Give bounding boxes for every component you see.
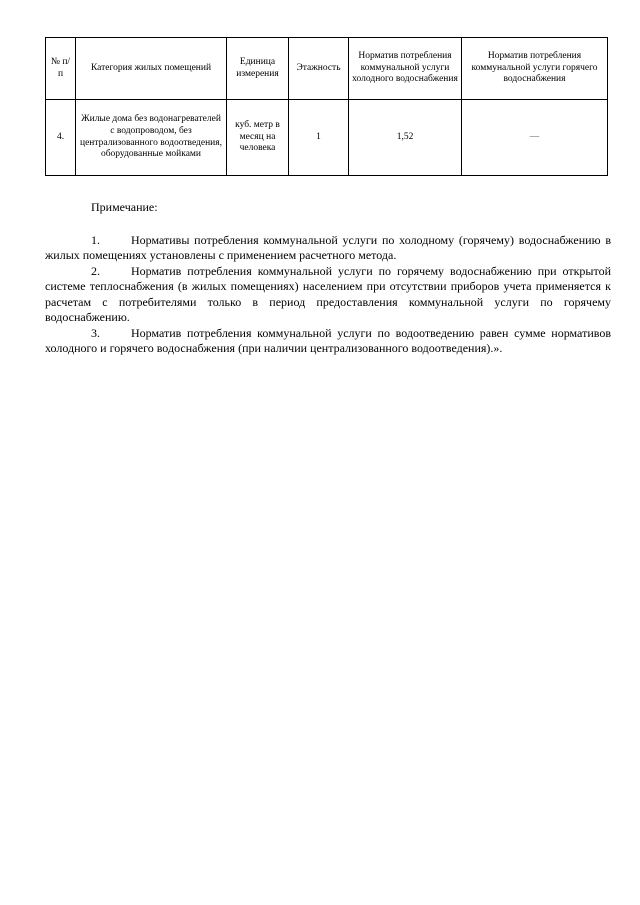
note-number: 2.	[91, 263, 100, 278]
table-row	[46, 100, 608, 176]
note-item	[45, 233, 611, 264]
cell-cold-water: 1,52	[349, 100, 462, 176]
header-hot-water: Норматив потребления коммунальной услуги горячего водоснабжения	[462, 38, 608, 100]
cell-category: Жилые дома без водонагревателей с водопроводом, без централизованного водоотведения, оборудованные мойками	[76, 100, 227, 176]
note-item	[45, 326, 611, 357]
note-number: 1.	[91, 232, 100, 247]
notes-title: Примечание:	[91, 200, 158, 214]
header-category: Категория жилых помещений	[76, 38, 227, 100]
header-num: № п/п	[46, 38, 76, 100]
note-text: Норматив потребления коммунальной услуги по горячему водоснабжению при открытой системе теплоснабжения (в жилых помещениях) населением при отсутствии приборов учета применяется к расчетам с потребителями только в период предоставления коммунальной услуги по горячему водоснабжению.	[45, 263, 611, 324]
notes-section	[45, 200, 611, 357]
header-cold-water: Норматив потребления коммунальной услуги холодного водоснабжения	[349, 38, 462, 100]
cell-num: 4.	[46, 100, 76, 176]
norms-table	[45, 37, 608, 176]
cell-unit: куб. метр в месяц на человека	[227, 100, 289, 176]
cell-floors: 1	[289, 100, 349, 176]
header-floors: Этажность	[289, 38, 349, 100]
note-number: 3.	[91, 325, 100, 340]
note-text: Норматив потребления коммунальной услуги по водоотведению равен сумме нормативов холодного и горячего водоснабжения (при наличии централизованного водоотведения).».	[45, 325, 611, 355]
note-text: Нормативы потребления коммунальной услуги по холодному (горячему) водоснабжению в жилых помещениях установлены с применением расчетного метода.	[45, 232, 611, 262]
cell-hot-water: —	[462, 100, 608, 176]
header-unit: Единица измерения	[227, 38, 289, 100]
table-header-row	[46, 38, 608, 100]
note-item	[45, 264, 611, 326]
